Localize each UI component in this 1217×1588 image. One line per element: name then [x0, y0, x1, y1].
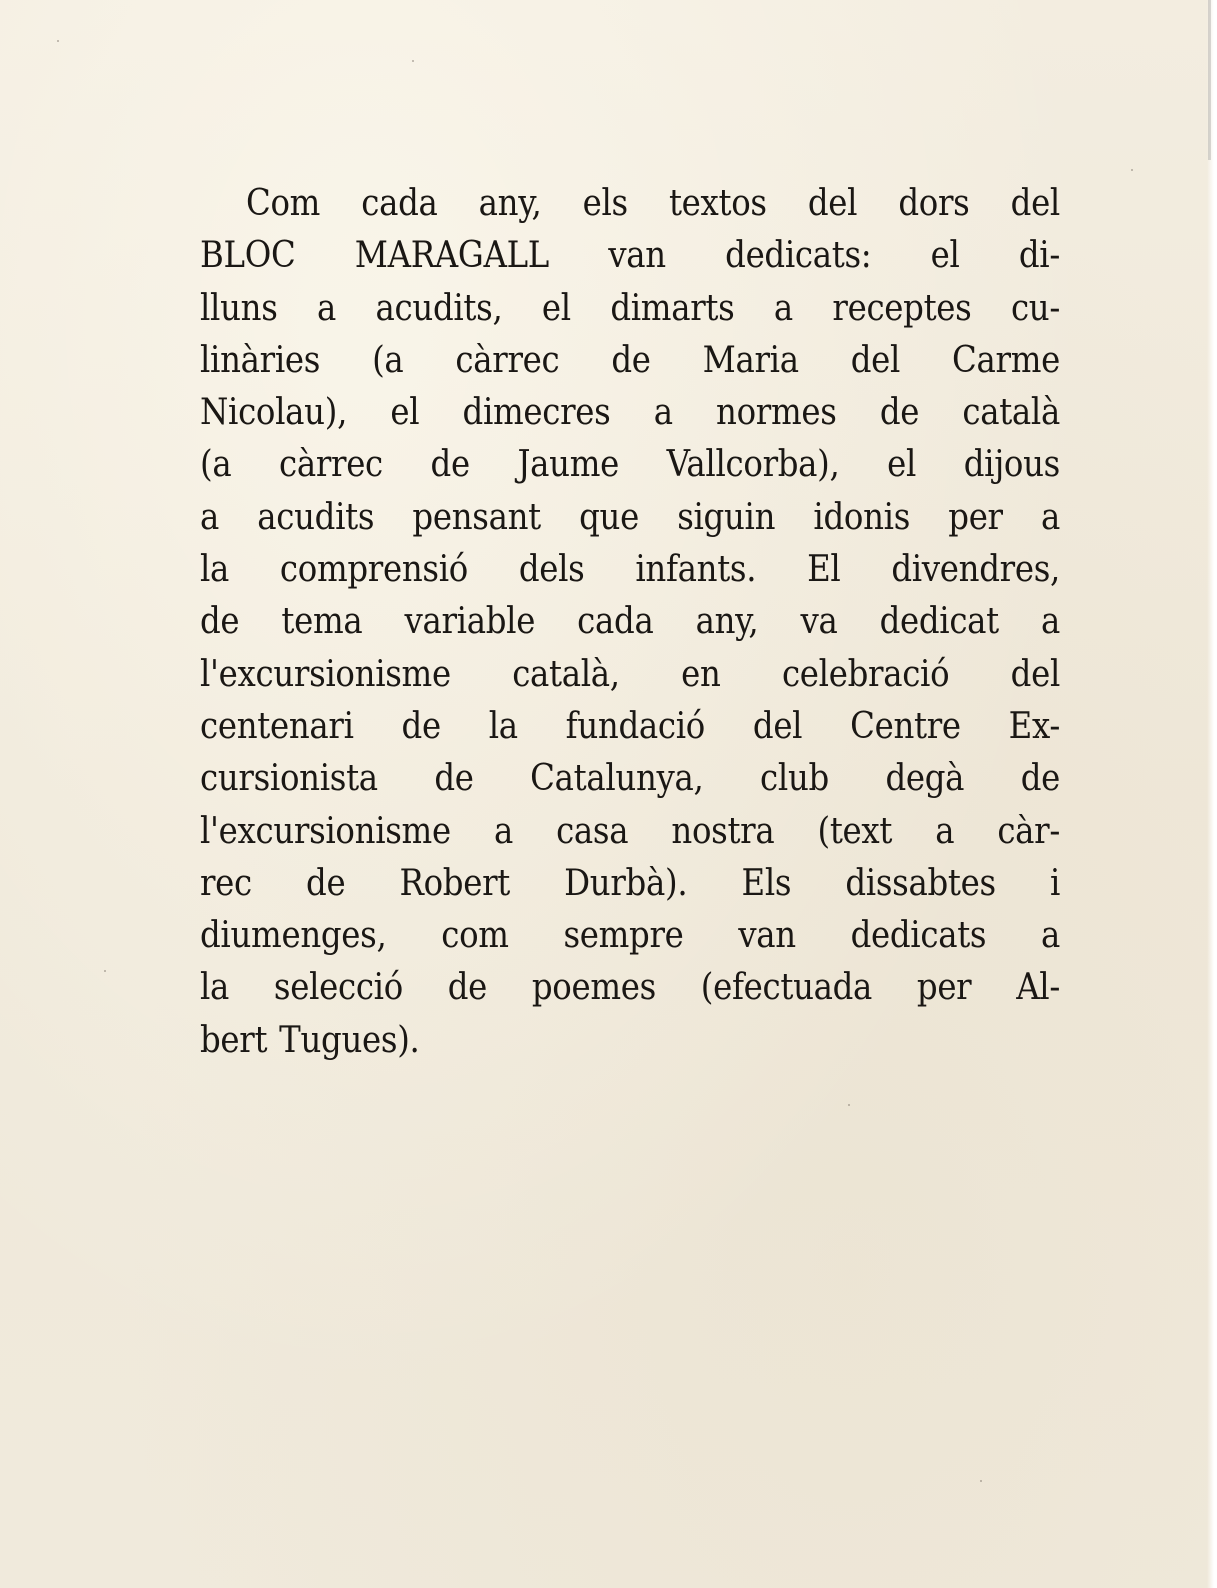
paper-speck: [57, 40, 59, 42]
paragraph-line: a acudits pensant que siguin idonis per a: [200, 496, 1060, 538]
paragraph-line: bert Tugues).: [200, 1019, 420, 1061]
paragraph-line: diumenges, com sempre van dedicats a: [200, 915, 1060, 957]
paragraph-line: l'excursionisme català, en celebració del: [200, 653, 1060, 695]
paper-speck: [412, 60, 414, 62]
paragraph-line: centenari de la fundació del Centre Ex-: [200, 705, 1060, 747]
paragraph-line: linàries (a càrrec de Maria del Carme: [200, 339, 1060, 381]
paper-speck: [848, 1104, 850, 1106]
paragraph-line: lluns a acudits, el dimarts a receptes cu-: [200, 287, 1060, 329]
paragraph-line: (a càrrec de Jaume Vallcorba), el dijous: [200, 444, 1060, 486]
paper-speck: [104, 970, 106, 972]
page-edge-shadow: [1208, 0, 1211, 160]
paragraph-line: cursionista de Catalunya, club degà de: [200, 758, 1060, 800]
paragraph-line: rec de Robert Durbà). Els dissabtes i: [200, 862, 1060, 904]
paper-speck: [1131, 169, 1133, 171]
paragraph-line: Nicolau), el dimecres a normes de català: [200, 392, 1060, 434]
paragraph-line: l'excursionisme a casa nostra (text a càr-: [200, 810, 1060, 852]
paragraph-line: BLOC MARAGALL van dedicats: el di-: [200, 235, 1060, 277]
page-edge: [1207, 0, 1217, 1588]
paragraph-line: de tema variable cada any, va dedicat a: [200, 601, 1060, 643]
paragraph-line: la selecció de poemes (efectuada per Al-: [200, 967, 1060, 1009]
paragraph-line: la comprensió dels infants. El divendres,: [200, 549, 1060, 591]
paragraph-line: Com cada any, els textos del dors del: [246, 183, 1060, 224]
body-paragraph: [200, 178, 1060, 1067]
paper-speck: [980, 1480, 982, 1482]
